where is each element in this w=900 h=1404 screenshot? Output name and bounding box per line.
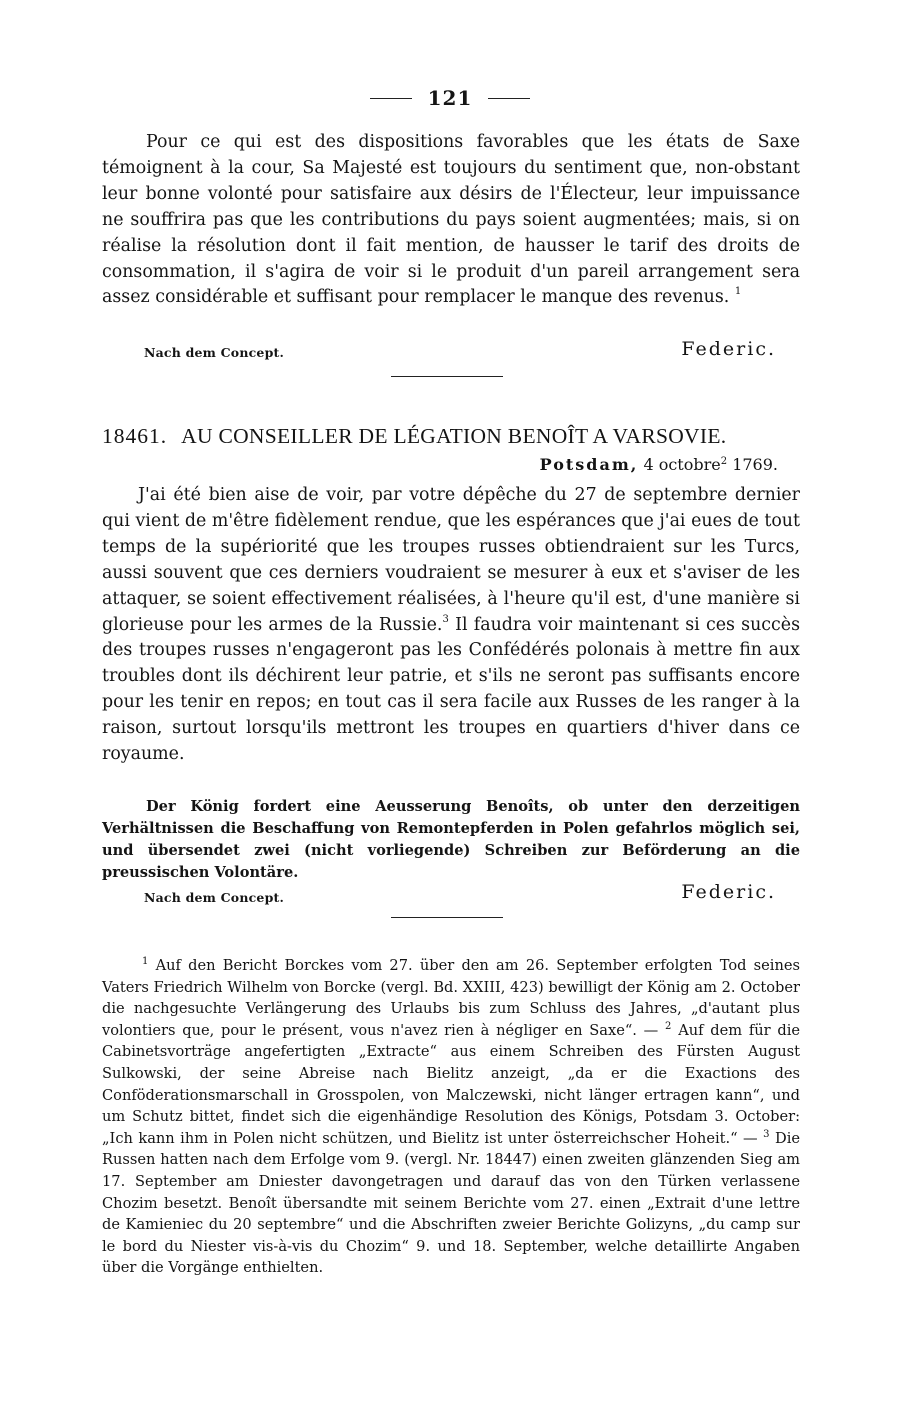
signature: Federic. (681, 338, 776, 360)
footnote-marker-2: 2 (665, 1020, 672, 1032)
page-header (0, 86, 900, 110)
page-number: 121 (427, 86, 473, 110)
letter-year: 1769. (732, 455, 778, 474)
footnote-ref-1: 1 (734, 286, 742, 298)
footnote-marker-3: 3 (763, 1128, 770, 1140)
letter-place: Potsdam, (539, 455, 639, 474)
letter-body (102, 483, 800, 768)
previous-letter-text: Pour ce qui est des dispositions favorables que les états de Saxe témoignent à la cour, Sa Majesté est toujours du sentiment que, non-obstant leur bonne volonté pour satisfaire aux désirs de l'Électeur, leur impuissance ne souffrira pas que les contributions du pays soient augmentées; mais, si on réalise la résolution dont il fait mention, de hausser le tarif des droits de consommation, il s'agira de voir si le produit d'un pareil arrangement sera assez considérable et suffisant pour remplacer le manque des revenus. (102, 132, 800, 308)
letter-body-part1: J'ai été bien aise de voir, par votre dépêche du 27 de septembre dernier qui vient de m'être fidèlement rendue, que les espérances que j'ai eues de tout temps de la supériorité que les troupes russes obtiendraient sur les Turcs, aussi souvent que ces derniers voudraient se mesurer à eux et s'aviser de les attaquer, se soient effectivement réalisées, à l'heure qu'il est, d'une manière si glorieuse pour les armes de la Russie. (102, 485, 800, 635)
header-rule-right (488, 98, 530, 99)
footnote-2: Auf dem für die Cabinetsvorträge angefertigten „Extracte“ aus einem Schreiben des Fürsten August Sulkowski, der seine Abreise nach Bielitz anzeigt, „da er die Exactions des Conföderationsmarschall in Grosspolen, von Malczewski, nicht länger ertragen kann“, und um Schutz bittet, findet sich die eigenhändige Resolution des Königs, Potsdam 3. October: „Ich kann ihm in Polen nicht schützen, und Bielitz ist unter österreichscher Hoheit.“ — (102, 1021, 801, 1147)
footnote-ref-2: 2 (720, 456, 728, 467)
letter-heading (102, 424, 802, 449)
footnote-divider (391, 917, 503, 918)
letter-date: 4 octobre (643, 455, 721, 474)
previous-letter-paragraph (102, 130, 800, 311)
letter-body-part2: Il faudra voir maintenant si ces succès des troupes russes n'engageront pas les Confédérés polonais à mettre fin aux troubles dont ils déchirent leur patrie, et s'ils ne seront pas suffisants encore pour les tenir en repos; en tout cas il sera facile aux Russes de les ranger à la raison, surtout lorsqu'ils mettront les troupes en quartiers d'hiver dans ce royaume. (102, 614, 801, 765)
source-note: Nach dem Concept. (144, 890, 285, 905)
footnote-ref-3: 3 (442, 613, 449, 625)
footnote-marker-1: 1 (142, 956, 149, 967)
footnotes (102, 955, 800, 1279)
section-divider (391, 376, 503, 377)
source-note: Nach dem Concept. (144, 345, 285, 360)
letter-number: 18461. (102, 424, 168, 448)
header-rule-left (370, 98, 412, 99)
signature: Federic. (681, 881, 776, 903)
letter-summary: Der König fordert eine Aeusserung Benoîts, ob unter den derzeitigen Verhältnissen die Beschaffung von Remontepferden in Polen gefahrlos möglich sei, und übersendet zwei (nicht vorliegende) Schreiben zur Beförderung an die preussischen Volontäre. (102, 798, 800, 881)
footnote-3: Die Russen hatten nach dem Erfolge vom 9. (vergl. Nr. 18447) einen zweiten glänzenden Sieg am 17. September am Dniester davongetragen und darauf das von den Türken verlassene Chozim besetzt. Benoît übersandte mit seinem Berichte vom 27. einen „Extrait d'une lettre de Kamieniec du 20 septembre“ und die Abschriften zweier Berichte Golizyns, „du camp sur le bord du Niester vis-à-vis du Chozim“ 9. und 18. September, welche detaillirte Angaben über die Vorgänge enthielten. (102, 1129, 801, 1277)
letter-title: AU CONSEILLER DE LÉGATION BENOÎT A VARSOVIE. (181, 424, 727, 448)
footnote-1: Auf den Bericht Borckes vom 27. über den am 26. September erfolgten Tod seines Vaters Friedrich Wilhelm von Borcke (vergl. Bd. XXIII, 423) bewilligt der König am 2. October die nachgesuchte Verlängerung des Urlaubs bis zum Schluss des Jahres, „d'autant plus volontiers que, pour le présent, vous n'avez rien à négliger en Saxe“. — (102, 957, 800, 1039)
place-date-line (540, 455, 778, 474)
